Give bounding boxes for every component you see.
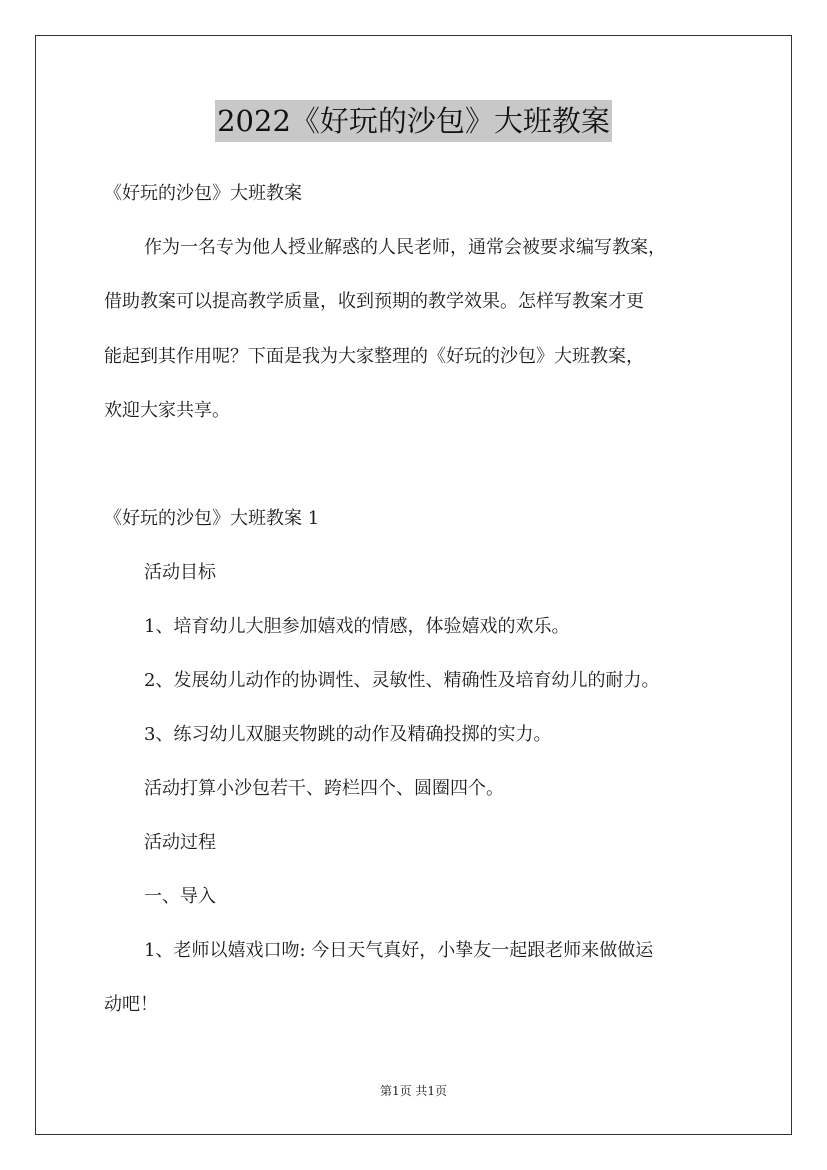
goal-item-2: 2、发展幼儿动作的协调性、灵敏性、精确性及培育幼儿的耐力。 [144,670,660,691]
step-heading: 一、导入 [144,886,216,907]
title-container [0,100,827,142]
process-heading: 活动过程 [144,832,216,853]
document-title: 2022《好玩的沙包》大班教案 [215,100,612,142]
step1-line-1: 1、老师以嬉戏口吻: 今日天气真好，小挚友一起跟老师来做做运 [144,940,654,961]
document-subtitle: 《好玩的沙包》大班教案 [104,183,302,204]
page-footer: 第1页 共1页 [379,1084,448,1098]
intro-line-1: 作为一名专为他人授业解惑的人民老师，通常会被要求编写教案， [144,237,666,258]
intro-line-3: 能起到其作用呢？下面是我为大家整理的《好玩的沙包》大班教案， [104,346,644,367]
step1-line-2: 动吧！ [104,994,158,1015]
preparation-text: 活动打算小沙包若干、跨栏四个、圆圈四个。 [144,778,504,799]
activity-goal-heading: 活动目标 [144,562,216,583]
goal-item-3: 3、练习幼儿双腿夹物跳的动作及精确投掷的实力。 [144,724,552,745]
intro-line-4: 欢迎大家共享。 [104,400,230,421]
section-title: 《好玩的沙包》大班教案 1 [104,508,320,529]
intro-line-2: 借助教案可以提高教学质量，收到预期的教学效果。怎样写教案才更 [104,291,644,312]
goal-item-1: 1、培育幼儿大胆参加嬉戏的情感，体验嬉戏的欢乐。 [144,616,570,637]
